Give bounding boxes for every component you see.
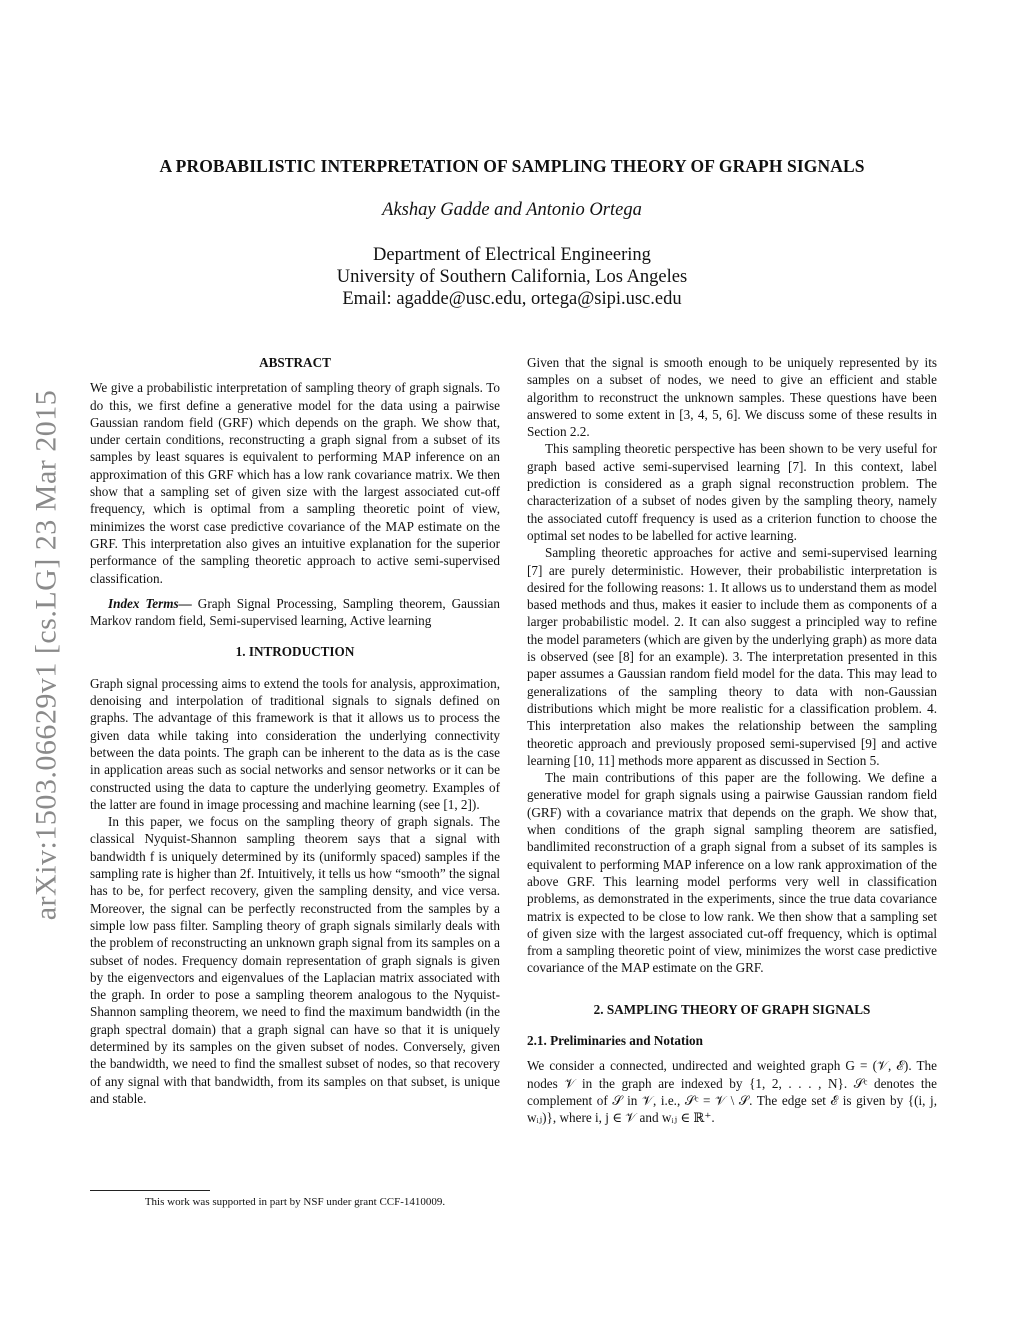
footnote-funding: This work was supported in part by NSF under grant CCF-1410009.	[144, 1196, 446, 1208]
right-column	[527, 354, 937, 1126]
intro-paragraph-1: Graph signal processing aims to extend the tools for analysis, approximation, denoising and interpolation of traditional signals to signals defined on graphs. The advantage of this framework is that it allows us to process the given data while taking into consideration the underlying connectivity between the data points. The graph can be inherent to the data as is the case in application areas such as social networks and sensor networks or it can be constructed using the data to capture the underlying geometry. Examples of the latter are found in image processing and machine learning (see [1, 2]).	[90, 675, 500, 812]
affiliation-department: Department of Electrical Engineering	[373, 245, 651, 265]
index-terms-text: Graph Signal Processing, Sampling theorem, Gaussian Markov random field, Semi-supervised learning, Active learning	[90, 595, 500, 629]
arxiv-identifier-text: arXiv:1503.06629v1 [cs.LG] 23 Mar 2015	[29, 389, 62, 921]
left-column	[90, 354, 500, 1107]
paper-title: A PROBABILISTIC INTERPRETATION OF SAMPLING THEORY OF GRAPH SIGNALS	[159, 156, 865, 176]
section-2-heading: 2. SAMPLING THEORY OF GRAPH SIGNALS	[593, 1001, 871, 1017]
abstract-text: We give a probabilistic interpretation of sampling theory of graph signals. To do this, we first define a generative model for the data using a pairwise Gaussian random field (GRF) which depends on the graph. We show that, under certain conditions, reconstructing a graph signal from a subset of its samples by least squares is equivalent to performing MAP inference on an approximation of this GRF which has a low rank covariance matrix. We then show that a sampling set of given size with the largest associated cut-off frequency, which is optimal from a sampling theoretic point of view, minimizes the worst case predictive covariance of the MAP estimate on the GRF. This interpretation also gives an intuitive explanation for the superior performance of the sampling theoretic approach to active semi-supervised classification.	[90, 380, 500, 586]
intro-paragraph-4: This sampling theoretic perspective has been shown to be very useful for graph based active semi-supervised learning [7]. In this context, label prediction is considered as a graph signal reconstruction problem. The characterization of a subset of nodes given by the sampling theory, namely the associated cutoff frequency is used as a criterion function to choose the optimal set nodes to be labelled for active learning.	[527, 441, 937, 543]
arxiv-identifier-stamp	[28, 350, 64, 960]
affiliation-university: University of Southern California, Los Angeles	[336, 267, 688, 287]
intro-paragraph-5: Sampling theoretic approaches for active and semi-supervised learning [7] are purely deterministic. However, their probabilistic interpretation is desired for the following reasons: 1. It allows us to understand them as model based methods and thus, makes it easier to include them as components of a larger probabilistic model. 2. It can also suggest a principled way to refine the model parameters (which are given by the underlying graph) as more data is observed (see [8] for an example). 3. The interpretation presented in this paper assumes a Gaussian random field model for the data. This may lead to generalizations of the sampling theory to data with non-Gaussian distributions which might be more realistic for a classification problem. 4. This interpretation also makes the relationship between the sampling theoretic approach and previously proposed semi-supervised [9] and active learning [10, 11] methods more apparent as discussed in Section 5.	[527, 545, 937, 768]
footnote-rule	[90, 1190, 210, 1191]
subsection-2-1-heading: 2.1. Preliminaries and Notation	[527, 1032, 703, 1048]
section-2-1-paragraph: We consider a connected, undirected and weighted graph G = (𝒱, ℰ). The nodes 𝒱 in the graph are indexed by {1, 2, . . . , N}. 𝒮ᶜ denotes the complement of 𝒮 in 𝒱, i.e., 𝒮ᶜ = 𝒱 \ 𝒮. The edge set ℰ is given by {(i, j, wᵢⱼ)}, where i, j ∈ 𝒱 and wᵢⱼ ∈ ℝ⁺.	[527, 1058, 937, 1126]
affiliation-email: Email: agadde@usc.edu, ortega@sipi.usc.edu	[342, 289, 682, 309]
abstract-heading: ABSTRACT	[259, 355, 331, 370]
paper-authors: Akshay Gadde and Antonio Ortega	[382, 200, 642, 220]
index-terms	[90, 595, 500, 630]
affiliation-block	[90, 244, 934, 310]
introduction-heading: 1. INTRODUCTION	[235, 644, 355, 660]
intro-paragraph-2: In this paper, we focus on the sampling theory of graph signals. The classical Nyquist-Shannon sampling theorem says that a signal with bandwidth f is uniquely determined by its (uniformly spaced) samples if the sampling rate is higher than 2f. Intuitively, it tells us how “smooth” the signal has to be, for perfect recovery, given the sampling density, and vice versa. Moreover, the signal can be perfectly reconstructed from the samples by a simple low pass filter. Sampling theory of graph signals similarly deals with the problem of reconstructing an unknown graph signal from its samples on a subset of nodes. Frequency domain representation of graph signals is given by the eigenvectors and eigenvalues of the Laplacian matrix associated with the graph. In order to pose a sampling theorem analogous to the Nyquist-Shannon sampling theorem, we need to find the maximum bandwidth (in the graph spectral domain) that a graph signal can have so that it is uniquely determined by its samples on the given subset of nodes. Conversely, given the bandwidth, we need to find the smallest subset of nodes, so that recovery of any signal with that bandwidth, from its samples on that subset, is unique and stable.	[90, 814, 500, 1106]
intro-paragraph-3: Given that the signal is smooth enough to be uniquely represented by its samples on a subset of nodes, we need to give an efficient and stable algorithm to reconstruct the unknown samples. These questions have been answered to some extent in [3, 4, 5, 6]. We discuss some of these results in Section 2.2.	[527, 355, 937, 440]
intro-paragraph-6: The main contributions of this paper are the following. We define a generative model for graph signals using a pairwise Gaussian random field (GRF) with a covariance matrix that depends on the graph. We show that, when conditions of the graph signal sampling theorem are satisfied, bandlimited reconstruction of a graph signal from a subset of its samples is equivalent to performing MAP inference on a low rank approximation of the above GRF. This learning model performs very well in classification problems, as demonstrated in the experiments, since the true data covariance matrix is expected to be close to low rank. We then show that a sampling set of given size with the largest associated cut-off frequency, which is optimal from a sampling theoretic point of view, minimizes the worst case predictive covariance of the MAP estimate on the GRF.	[527, 770, 937, 976]
index-terms-label: Index Terms—	[108, 595, 192, 611]
